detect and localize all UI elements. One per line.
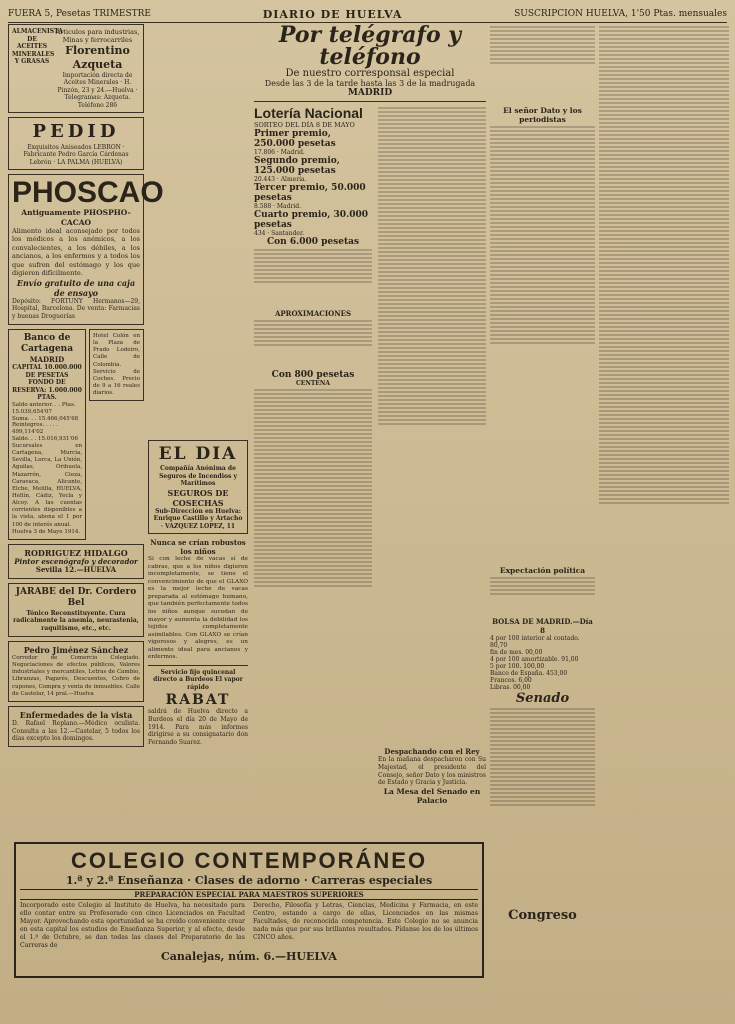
bolsa-title: BOLSA DE MADRID.—Día 8 (492, 617, 593, 635)
colegio-address: Canalejas, núm. 6.—HUELVA (161, 950, 337, 964)
banco-date: Huelva 3 de Mayo 1914. (12, 528, 81, 535)
column-eldia (148, 440, 248, 840)
florentino-label: Articulos para industrias, Minas y ferrocarriles (55, 28, 140, 45)
phoscao-title: PHOSCAO (12, 176, 164, 210)
pedro-title: Pedro Jiménez Sánchez (23, 644, 129, 655)
time-range: Desde las 3 de la tarde hasta las 3 de la madrugada (264, 79, 476, 88)
centena: CENTENA (295, 380, 330, 387)
mesa-title: La Mesa del Senado en Palacio (383, 787, 481, 806)
eldia-dir: Sub-Dirección en Huelva: Enrique Castillo y Artacho · VAZQUEZ LOPEZ, 11 (153, 507, 243, 530)
con800: Con 800 pesetas (271, 370, 355, 380)
phoscao-depot: Depósito: FORTUNY Hermanos—29, Hospital, Barcelona. De venta: Farmacias y buenas Droguerías (12, 297, 140, 321)
jarabe-title: JARABE del Dr. Cordero Bel (15, 587, 137, 609)
despachando-text: En la mañana despacharon con Su Majestad, el presidente del Consejo, señor Dato y los ministros de Estado y Gracia y Justicia. (378, 756, 486, 787)
glaxo-note: Servicio fijo quincenal directo a Burdeos El vapor rápido (153, 668, 243, 692)
premio3-no: 8.588 · Madrid. (254, 203, 301, 210)
expectacion-title: Expectación política (499, 566, 586, 575)
jarabe-text: Tónico Reconstituyente. Cura radicalmente la anemia, neurastenia, raquitismo, etc., etc. (13, 609, 139, 633)
masthead (8, 6, 727, 23)
bolsa-row: fin de mes. 00,00 (490, 649, 543, 656)
city: MADRID (347, 88, 393, 98)
premio4: Cuarto premio, 30.000 pesetas (254, 210, 368, 230)
premio4-no: 434 · Santander. (254, 230, 305, 237)
bolsa-rows (490, 635, 595, 691)
banco-title: Banco de Cartagena (20, 333, 74, 355)
banco-saldo2: Saldo. . . 15.016,931'06 (12, 436, 79, 443)
colegio-left: Incorporado este Colegio al Instituto de Huelva, ha necesitado para ello contar entre su Profesorado con cinco Licenciados en Facultad Mayor. Aprovechando esta oportunidad se ha creído conveniente crear en esta capital los estudios de Enseñanza Superior, y al efecto, desde el 1.º de Octubre, se dan todas las clases del Preparatorio de las Carreras de (20, 902, 245, 950)
masthead-left: FUERA 5, Pesetas TRIMESTRE (8, 9, 152, 19)
banco-capital: CAPITAL 10.000.000 DE PESETAS (12, 364, 82, 379)
phoscao-sub: Antiguamente PHOSPHO-CACAO (21, 208, 131, 227)
column-right-text (599, 24, 729, 1024)
premio2: Segundo premio, 125.000 pesetas (254, 156, 340, 176)
banco-city: MADRID (29, 354, 65, 364)
banco-suma: Suma. . . 15.466,045'68 (12, 415, 79, 422)
glaxo-title: Nunca se crían robustos los niños (150, 538, 246, 557)
eldia-seguros: SEGUROS DE COSECHAS (167, 487, 229, 508)
pedid-title: PEDID (32, 121, 120, 143)
pedro-text: Corredor de Comercio Colegiado. Negociaciones de efectos públicos, Valores industriales y mercantiles, Letras de Cambio, Libranzas, Pagarés, Descuentos, Cobro de cupones, Compra y venta de inmuebles. Calle de Castelar, 14 pral.—Huelva (12, 654, 140, 697)
premio2-no: 20.443 · Almería. (254, 176, 307, 183)
enfermedades-title: Enfermedades de la vista (19, 709, 133, 720)
congreso-title: Congreso (508, 908, 577, 923)
headline: Por telégrafo y teléfono (278, 22, 462, 70)
banco-reint: Reintegros. . . . . 499,114'02 (12, 422, 59, 436)
banco-fondo: FONDO DE RESERVA: 1.000.000 PTAS. (12, 379, 82, 402)
almacenista-label: ALMACENISTA DE ACEITES MINERALES Y GRASAS (12, 28, 63, 65)
azqueta-ad (8, 24, 144, 113)
despachando-title: Despachando con el Rey (384, 747, 480, 756)
loteria-title: Lotería Nacional (254, 105, 363, 121)
pedro-ad (8, 641, 144, 702)
bolsa-row: Banco de España. 453,00 (490, 670, 568, 677)
rabat-title: RABAT (165, 692, 231, 709)
aprox-text (254, 320, 372, 370)
pedid-sub: Exquisitos Aniseados LEBRON · Fabricante Pedro García Cárdenas Lebrón · LA PALMA (HUELVA) (23, 143, 129, 166)
colegio-ad (14, 842, 484, 978)
eldia-sub: Compañía Anónima de Seguros de Incendios y Marítimos (159, 465, 237, 488)
rabat-text: saldrá de Huelva directo a Burdeos el día 20 de Mayo de 1914. Para más informes dirigirse a su consignatario don Fernando Suarez. (148, 708, 248, 747)
phoscao-text: Alimento ideal aconsejado por todos los médicos a los anémicos, a los convalecientes, a los débiles, a los ancianos, a los enfermos y a todos los que sufren del estómago y los que digieren difícilmente. (12, 227, 140, 278)
bolsa-row: Libras. 00,00 (490, 684, 531, 691)
florentino-info: Importación directa de Aceites Minerales · H. Pinzón, 23 y 24.—Huelva · Telegramas: Azqueta. Teléfono 286 (57, 71, 138, 109)
bolsa-row: 4 por 100 amortizable. 91,00 (490, 656, 579, 663)
phoscao-offer: Envío gratuito de una caja de ensayo (16, 277, 136, 298)
loteria-sub: SORTEO DEL DÍA 8 DE MAYO (254, 121, 355, 129)
column-left-ads (8, 24, 164, 743)
glaxo-text: Si con leche de vacas sí de cabras, que a los niños digieren incompletamente, se tiene el convencimiento de que el GLAXO es la mejor leche de vacas preparada al estómago humano, que también perfectamente todos los niños aunque sucedan de mayor y aumenta la debilidad los tejidos completamente asimilables. Con GLAXO se crían vigorosos y alegres, es un alimento ideal para ancianos y enfermos. (148, 556, 248, 661)
masthead-right: SUSCRIPCION HUELVA, 1'50 Ptas. mensuales (514, 9, 727, 19)
colegio-title: COLEGIO CONTEMPORÁNEO (70, 848, 428, 873)
con800-numbers (254, 389, 372, 689)
column-telegrafo (254, 24, 486, 869)
colegio-line1: 1.ª y 2.ª Enseñanza · Clases de adorno · Carreras especiales (65, 874, 433, 887)
eldia-ad (148, 440, 248, 534)
colegio-right: Derecho, Filosofía y Letras, Ciencias, Medicina y Farmacia, en este Centro, estando a cargo de ellas, Licenciados en las mismas Facultades, de reconocida competencia. Este Colegio no se anuncia nada más que por sus brillantes resultados. Pídanse los de los últimos CINCO años. (253, 902, 478, 942)
con6000: Con 6.000 pesetas (266, 237, 360, 247)
rodriguez-role: Pintor escenógrafo y decorador (14, 556, 138, 566)
jarabe-ad (8, 583, 144, 637)
con6000-numbers (254, 249, 372, 309)
subhead: De nuestro corresponsal especial (285, 68, 455, 79)
colon-ad: Hotel Colón en la Plaza de Prado Lodeiro, Calle de Colombia. Servicio de Coches. Precio de 9 a 16 reales diarios. (89, 329, 144, 401)
bolsa-row: 5 por 100. 100,00 (490, 663, 545, 670)
banco-ad (8, 329, 86, 540)
phoscao-ad (8, 174, 164, 325)
dato-title: El señor Dato y los periodistas (503, 106, 582, 124)
senado-title: Senado (515, 691, 570, 706)
rodriguez-ad (8, 544, 144, 580)
newspaper-title: DIARIO DE HUELVA (262, 7, 403, 21)
rodriguez-name: RODRIGUEZ HIDALGO (24, 547, 128, 558)
premio3: Tercer premio, 50.000 pesetas (254, 183, 366, 203)
pedid-ad (8, 117, 144, 170)
premio1: Primer premio, 250.000 pesetas (254, 129, 336, 149)
enfermedades-ad (8, 706, 144, 747)
banco-text: Sucursales en Cartagena, Murcia, Sevilla, Lorca, La Unión, Aguilas, Orihuela, Mazarrón, Cieza, Caravaca, Alicante, Elche, Melilla, HUELVA, Hellín, Cádiz, Yecla y Alcoy. A las cuentas corrientes disponibles a la vista, abona el 1 por 100 de interés anual. (12, 443, 82, 528)
enfermedades-text: D. Rafael Replano.—Médico oculista. Consulta a las 12.—Castelar, 5 todos los días excepto los domingos. (12, 719, 140, 743)
eldia-title: EL DIA (158, 444, 238, 464)
florentino-name: Florentino Azqueta (65, 44, 130, 71)
aprox-title: APROXIMACIONES (274, 309, 352, 318)
colegio-line2: PREPARACIÓN ESPECIAL PARA MAESTROS SUPERIORES (20, 889, 478, 900)
banco-saldo: Saldo anterior. . . Ptas. 15.039,654'07 (12, 401, 76, 415)
premio1-no: 17.806 · Madrid. (254, 149, 305, 156)
column-dato (490, 24, 595, 1024)
rodriguez-addr: Sevilla 12.—HUELVA (35, 565, 117, 575)
bolsa-row: 4 por 100 interior al contado. 80,70 (490, 635, 580, 649)
bolsa-row: Francos. 6,00 (490, 677, 532, 684)
lottery-number-list (378, 107, 486, 747)
